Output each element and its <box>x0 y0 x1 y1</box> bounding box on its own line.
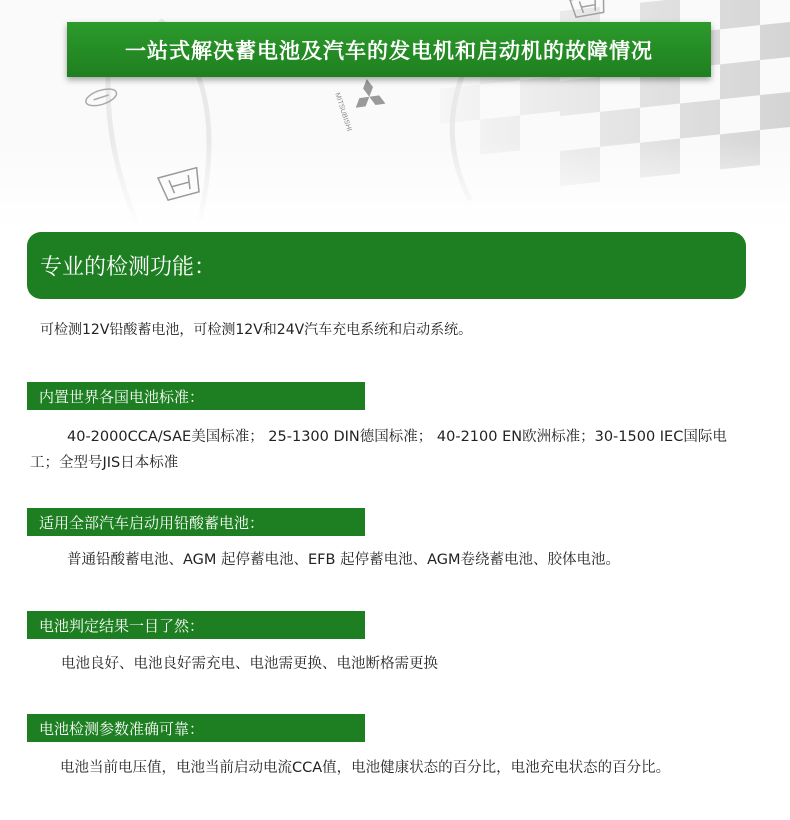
feature-label-text: 适用全部汽车启动用铅酸蓄电池： <box>39 513 265 532</box>
feature-label-results <box>27 611 365 639</box>
mitsubishi-logo-text: MITSUBISHI <box>333 92 353 133</box>
feature-label-standards <box>27 382 365 410</box>
section-header-title: 专业的检测功能： <box>40 255 217 280</box>
intro-text: 可检测12V铅酸蓄电池，可检测12V和24V汽车充电系统和启动系统。 <box>40 322 473 338</box>
page-title: 一站式解决蓄电池及汽车的发电机和启动机的故障情况 <box>125 38 653 63</box>
feature-text-parameters: 电池当前电压值，电池当前启动电流CCA值，电池健康状态的百分比，电池充电状态的百分比。 <box>60 760 671 776</box>
feature-label-text: 内置世界各国电池标准： <box>39 387 205 406</box>
feature-label-text: 电池检测参数准确可靠： <box>39 719 205 738</box>
feature-text-results: 电池良好、电池良好需充电、电池需更换、电池断格需更换 <box>61 656 438 672</box>
feature-label-text: 电池判定结果一目了然： <box>39 616 205 635</box>
page-title-banner <box>67 22 711 77</box>
feature-text-batteries: 普通铅酸蓄电池、AGM 起停蓄电池、EFB 起停蓄电池、AGM卷绕蓄电池、胶体电池。 <box>67 552 620 568</box>
feature-label-batteries <box>27 508 365 536</box>
feature-label-parameters <box>27 714 365 742</box>
feature-text-standards: 40-2000CCA/SAE美国标准； 25-1300 DIN德国标准； 40-2100 EN欧洲标准；30-1500 IEC国际电工；全型号JIS日本标准 <box>30 429 727 471</box>
section-header <box>27 232 746 299</box>
